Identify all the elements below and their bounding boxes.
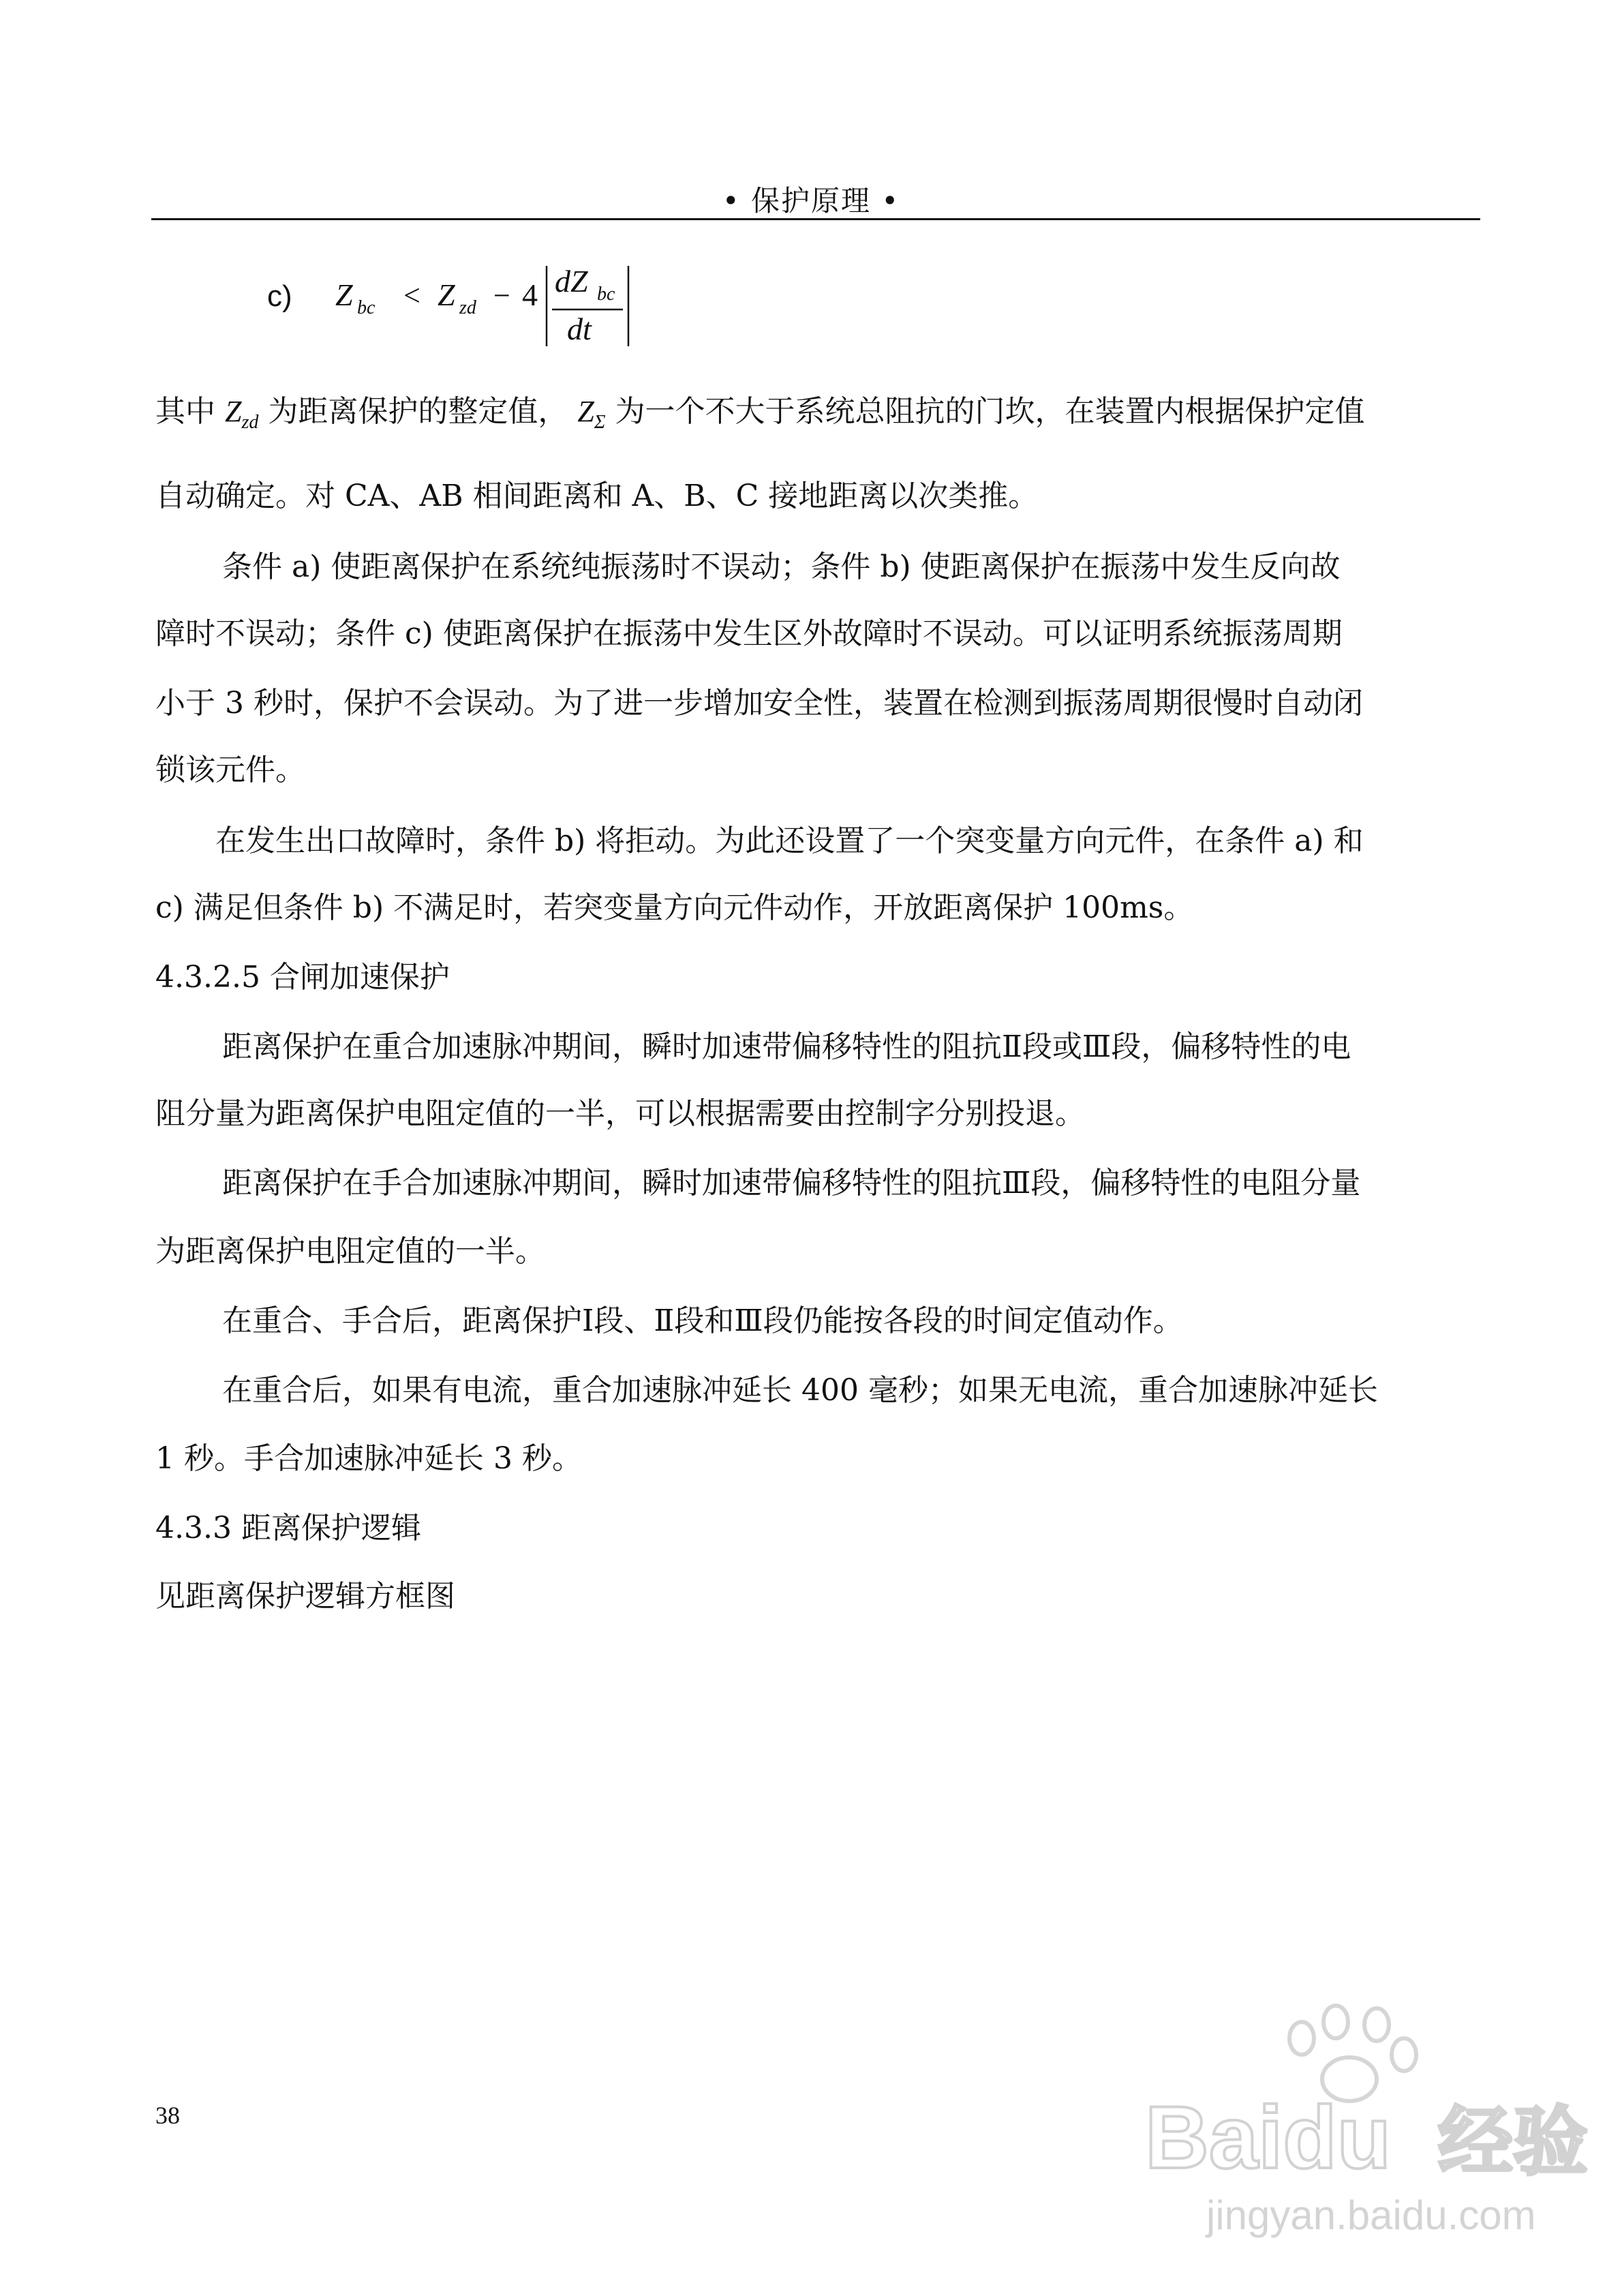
watermark-product: 经验 [1438, 2098, 1588, 2186]
para4-line2: 阻分量为距离保护电阻定值的一半，可以根据需要由控制字分别投退。 [155, 1096, 1085, 1131]
para2-line1: 条件 a) 使距离保护在系统纯振荡时不误动；条件 b) 使距离保护在振荡中发生反向故 [222, 549, 1341, 584]
symbol-zsigma: $Z_\Sigma$ [577, 395, 606, 433]
para6-line1: 在重合、手合后，距离保护Ⅰ段、Ⅱ段和Ⅲ段仍能按各段的时间定值动作。 [222, 1303, 1183, 1338]
para1-text-c: 为一个不大于系统总阻抗的门坎，在装置内根据保护定值 [615, 394, 1365, 429]
running-header: • 保护原理 • [722, 184, 900, 217]
formula-lhs-sub: bc [357, 297, 376, 318]
formula-num-var: dZ [555, 264, 588, 299]
formula-lt: < [403, 279, 420, 312]
para3-line2: c) 满足但条件 b) 不满足时，若突变量方向元件动作，开放距离保护 100ms。 [155, 890, 1194, 925]
watermark-brand: Baidu [1145, 2087, 1392, 2187]
para4-line1: 距离保护在重合加速脉冲期间，瞬时加速带偏移特性的阻抗Ⅱ段或Ⅲ段，偏移特性的电 [222, 1029, 1351, 1064]
heading-4-3-3: 4.3.3 距离保护逻辑 [155, 1511, 421, 1545]
formula-coef: 4 [522, 277, 538, 312]
formula-label: c) [267, 280, 292, 313]
formula-den: dt [567, 312, 592, 346]
formula-expression [335, 259, 894, 354]
symbol-zzd: $Z_{zd}$ [225, 395, 259, 433]
para5-line2: 为距离保护电阻定值的一半。 [155, 1234, 545, 1269]
formula-lhs-var: Z [335, 277, 353, 312]
header-rule [151, 218, 1480, 220]
para1-line2: 自动确定。对 CA、AB 相间距离和 A、B、C 接地距离以次类推。 [155, 479, 1039, 513]
para2-line3: 小于 3 秒时，保护不会误动。为了进一步增加安全性，装置在检测到振荡周期很慢时自动闭 [155, 686, 1363, 721]
formula-num-sub: bc [597, 284, 615, 305]
formula-minus: − [493, 279, 510, 312]
para2-line2: 障时不误动；条件 c) 使距离保护在振荡中发生区外故障时不误动。可以证明系统振荡周期 [155, 616, 1343, 651]
page-number: 38 [155, 2102, 180, 2129]
para5-line1: 距离保护在手合加速脉冲期间，瞬时加速带偏移特性的阻抗Ⅲ段，偏移特性的电阻分量 [222, 1166, 1361, 1200]
formula-rhs-var: Z [438, 277, 455, 312]
heading-4-3-2-5: 4.3.2.5 合闸加速保护 [155, 960, 450, 995]
para7-line1: 在重合后，如果有电流，重合加速脉冲延长 400 毫秒；如果无电流，重合加速脉冲延长 [222, 1373, 1378, 1408]
watermark-url: jingyan.baidu.com [1206, 2192, 1536, 2238]
para1-text-b: 为距离保护的整定值， [268, 394, 568, 429]
formula-rhs-sub: zd [459, 297, 476, 318]
para8-line1: 见距离保护逻辑方框图 [155, 1579, 455, 1614]
para3-line1: 在发生出口故障时，条件 b) 将拒动。为此还设置了一个突变量方向元件，在条件 a) 和 [215, 824, 1364, 858]
baidu-jingyan-watermark [1118, 1997, 1595, 2270]
para7-line2: 1 秒。手合加速脉冲延长 3 秒。 [155, 1441, 582, 1476]
para1-line1 [155, 391, 1365, 443]
para2-line4: 锁该元件。 [155, 753, 305, 787]
para1-text-a: 其中 [155, 394, 215, 429]
